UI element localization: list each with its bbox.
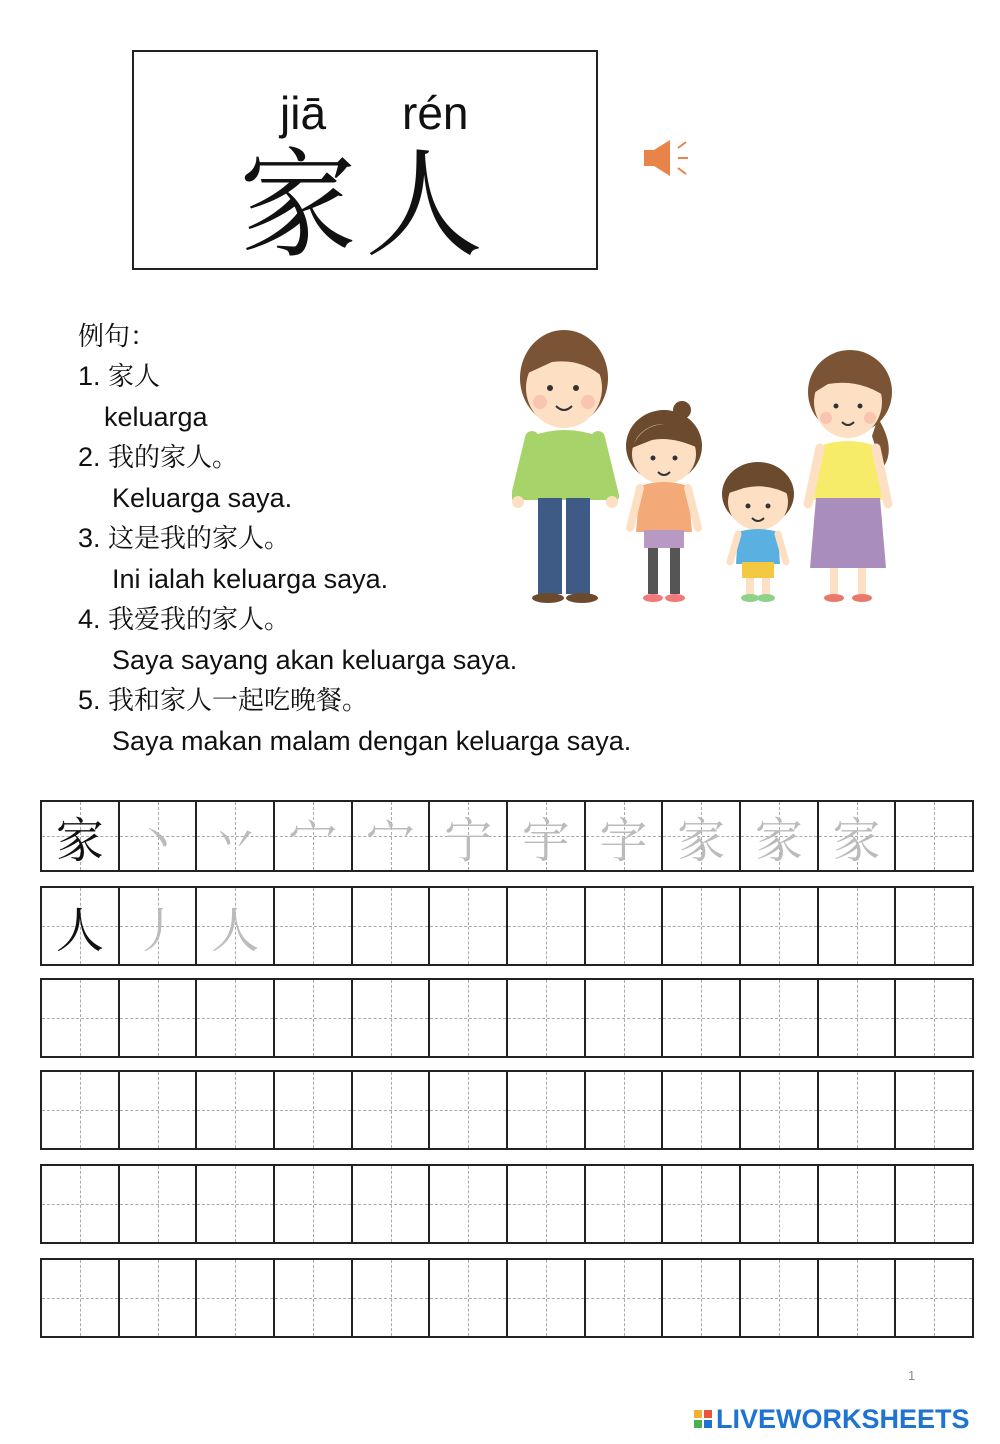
grid-cell[interactable]: [896, 980, 972, 1056]
example-number: 4.: [78, 604, 101, 634]
grid-cell[interactable]: [430, 980, 508, 1056]
brand-name: LIVEWORKSHEETS: [716, 1403, 970, 1434]
grid-cell[interactable]: 人: [197, 888, 275, 964]
grid-cell[interactable]: [430, 1260, 508, 1336]
example-malay: Saya makan malam dengan keluarga saya.: [112, 726, 632, 756]
writing-row-jia: [40, 800, 974, 872]
grid-cell[interactable]: [663, 1166, 741, 1242]
grid-cell[interactable]: 家: [819, 802, 897, 870]
grid-cell[interactable]: [896, 802, 972, 870]
grid-cell: 人: [42, 888, 120, 964]
grid-cell[interactable]: [430, 1166, 508, 1242]
grid-cell[interactable]: [586, 1072, 664, 1148]
liveworksheets-logo[interactable]: [694, 1404, 970, 1434]
grid-cell[interactable]: [197, 1166, 275, 1242]
writing-row-empty: [40, 1164, 974, 1244]
grid-cell[interactable]: [896, 1166, 972, 1242]
daughter-figure: [626, 401, 702, 602]
examples-heading: 例句：: [78, 322, 157, 352]
writing-row-ren: [40, 886, 974, 966]
grid-cell[interactable]: 字: [586, 802, 664, 870]
brand-blocks-icon: [694, 1410, 712, 1428]
son-figure: [722, 462, 794, 602]
grid-cell[interactable]: [353, 888, 431, 964]
grid-cell[interactable]: [42, 1072, 120, 1148]
title-box: [132, 50, 598, 274]
grid-cell[interactable]: [896, 1072, 972, 1148]
grid-cell[interactable]: [275, 980, 353, 1056]
grid-cell[interactable]: 丿: [120, 888, 198, 964]
grid-cell[interactable]: 宀: [353, 802, 431, 870]
grid-cell[interactable]: [586, 1260, 664, 1336]
family-illustration: [512, 318, 912, 608]
grid-cell[interactable]: [197, 1260, 275, 1336]
grid-cell[interactable]: [430, 1072, 508, 1148]
example-chinese: 我爱我的家人。: [108, 605, 291, 635]
example-number: 5.: [78, 685, 101, 715]
grid-cell[interactable]: [197, 1072, 275, 1148]
grid-cell[interactable]: [663, 1260, 741, 1336]
grid-cell[interactable]: 家: [741, 802, 819, 870]
grid-cell[interactable]: 家: [663, 802, 741, 870]
grid-cell[interactable]: [741, 888, 819, 964]
grid-cell[interactable]: [741, 1166, 819, 1242]
writing-row-empty: [40, 978, 974, 1058]
example-number: 3.: [78, 523, 101, 553]
grid-cell[interactable]: [819, 1260, 897, 1336]
grid-cell[interactable]: [120, 980, 198, 1056]
grid-cell[interactable]: 宁: [430, 802, 508, 870]
grid-cell[interactable]: [42, 1166, 120, 1242]
grid-cell[interactable]: 丷: [197, 802, 275, 870]
grid-cell[interactable]: [663, 888, 741, 964]
grid-cell[interactable]: [120, 1072, 198, 1148]
example-chinese: 这是我的家人。: [108, 524, 291, 554]
example-malay: keluarga: [104, 402, 208, 432]
grid-cell[interactable]: [663, 980, 741, 1056]
writing-row-empty: [40, 1258, 974, 1338]
grid-cell[interactable]: [353, 980, 431, 1056]
grid-cell[interactable]: [353, 1166, 431, 1242]
grid-cell[interactable]: [741, 1072, 819, 1148]
grid-cell[interactable]: [275, 1072, 353, 1148]
example-chinese: 我和家人一起吃晚餐。: [108, 686, 369, 716]
example-malay: Keluarga saya.: [112, 483, 293, 513]
page-number: 1: [908, 1368, 916, 1383]
grid-cell[interactable]: [741, 980, 819, 1056]
grid-cell[interactable]: [586, 1166, 664, 1242]
writing-row-empty: [40, 1070, 974, 1150]
grid-cell[interactable]: 宇: [508, 802, 586, 870]
grid-cell[interactable]: [275, 888, 353, 964]
grid-cell[interactable]: [508, 1260, 586, 1336]
pinyin-syllable: jiā: [280, 87, 327, 139]
father-figure: [512, 330, 618, 603]
grid-cell[interactable]: [353, 1260, 431, 1336]
grid-cell[interactable]: [42, 1260, 120, 1336]
grid-cell[interactable]: 丶: [120, 802, 198, 870]
grid-cell[interactable]: [819, 1072, 897, 1148]
grid-cell[interactable]: [120, 1166, 198, 1242]
example-number: 1.: [78, 361, 101, 391]
title-hanzi: 家人: [238, 136, 491, 274]
grid-cell[interactable]: [741, 1260, 819, 1336]
grid-cell[interactable]: [275, 1166, 353, 1242]
grid-cell[interactable]: [42, 980, 120, 1056]
speaker-icon[interactable]: [640, 136, 696, 184]
grid-cell[interactable]: [663, 1072, 741, 1148]
grid-cell[interactable]: [508, 888, 586, 964]
example-number: 2.: [78, 442, 101, 472]
grid-cell[interactable]: [819, 1166, 897, 1242]
grid-cell[interactable]: [353, 1072, 431, 1148]
grid-cell[interactable]: [197, 980, 275, 1056]
example-chinese: 家人: [108, 362, 161, 392]
grid-cell[interactable]: [508, 1072, 586, 1148]
example-chinese: 我的家人。: [108, 443, 239, 473]
pinyin-syllable: rén: [402, 87, 469, 139]
grid-cell[interactable]: [819, 888, 897, 964]
example-malay: Saya sayang akan keluarga saya.: [112, 645, 518, 675]
grid-cell[interactable]: [508, 1166, 586, 1242]
grid-cell[interactable]: [819, 980, 897, 1056]
mother-figure: [808, 350, 892, 602]
grid-cell[interactable]: [896, 1260, 972, 1336]
grid-cell[interactable]: [896, 888, 972, 964]
grid-cell[interactable]: [120, 1260, 198, 1336]
grid-cell[interactable]: 宀: [275, 802, 353, 870]
grid-cell[interactable]: [586, 888, 664, 964]
grid-cell: 家: [42, 802, 120, 870]
grid-cell[interactable]: [586, 980, 664, 1056]
grid-cell[interactable]: [508, 980, 586, 1056]
example-malay: Ini ialah keluarga saya.: [112, 564, 389, 594]
grid-cell[interactable]: [275, 1260, 353, 1336]
example-item: [78, 680, 778, 721]
grid-cell[interactable]: [430, 888, 508, 964]
